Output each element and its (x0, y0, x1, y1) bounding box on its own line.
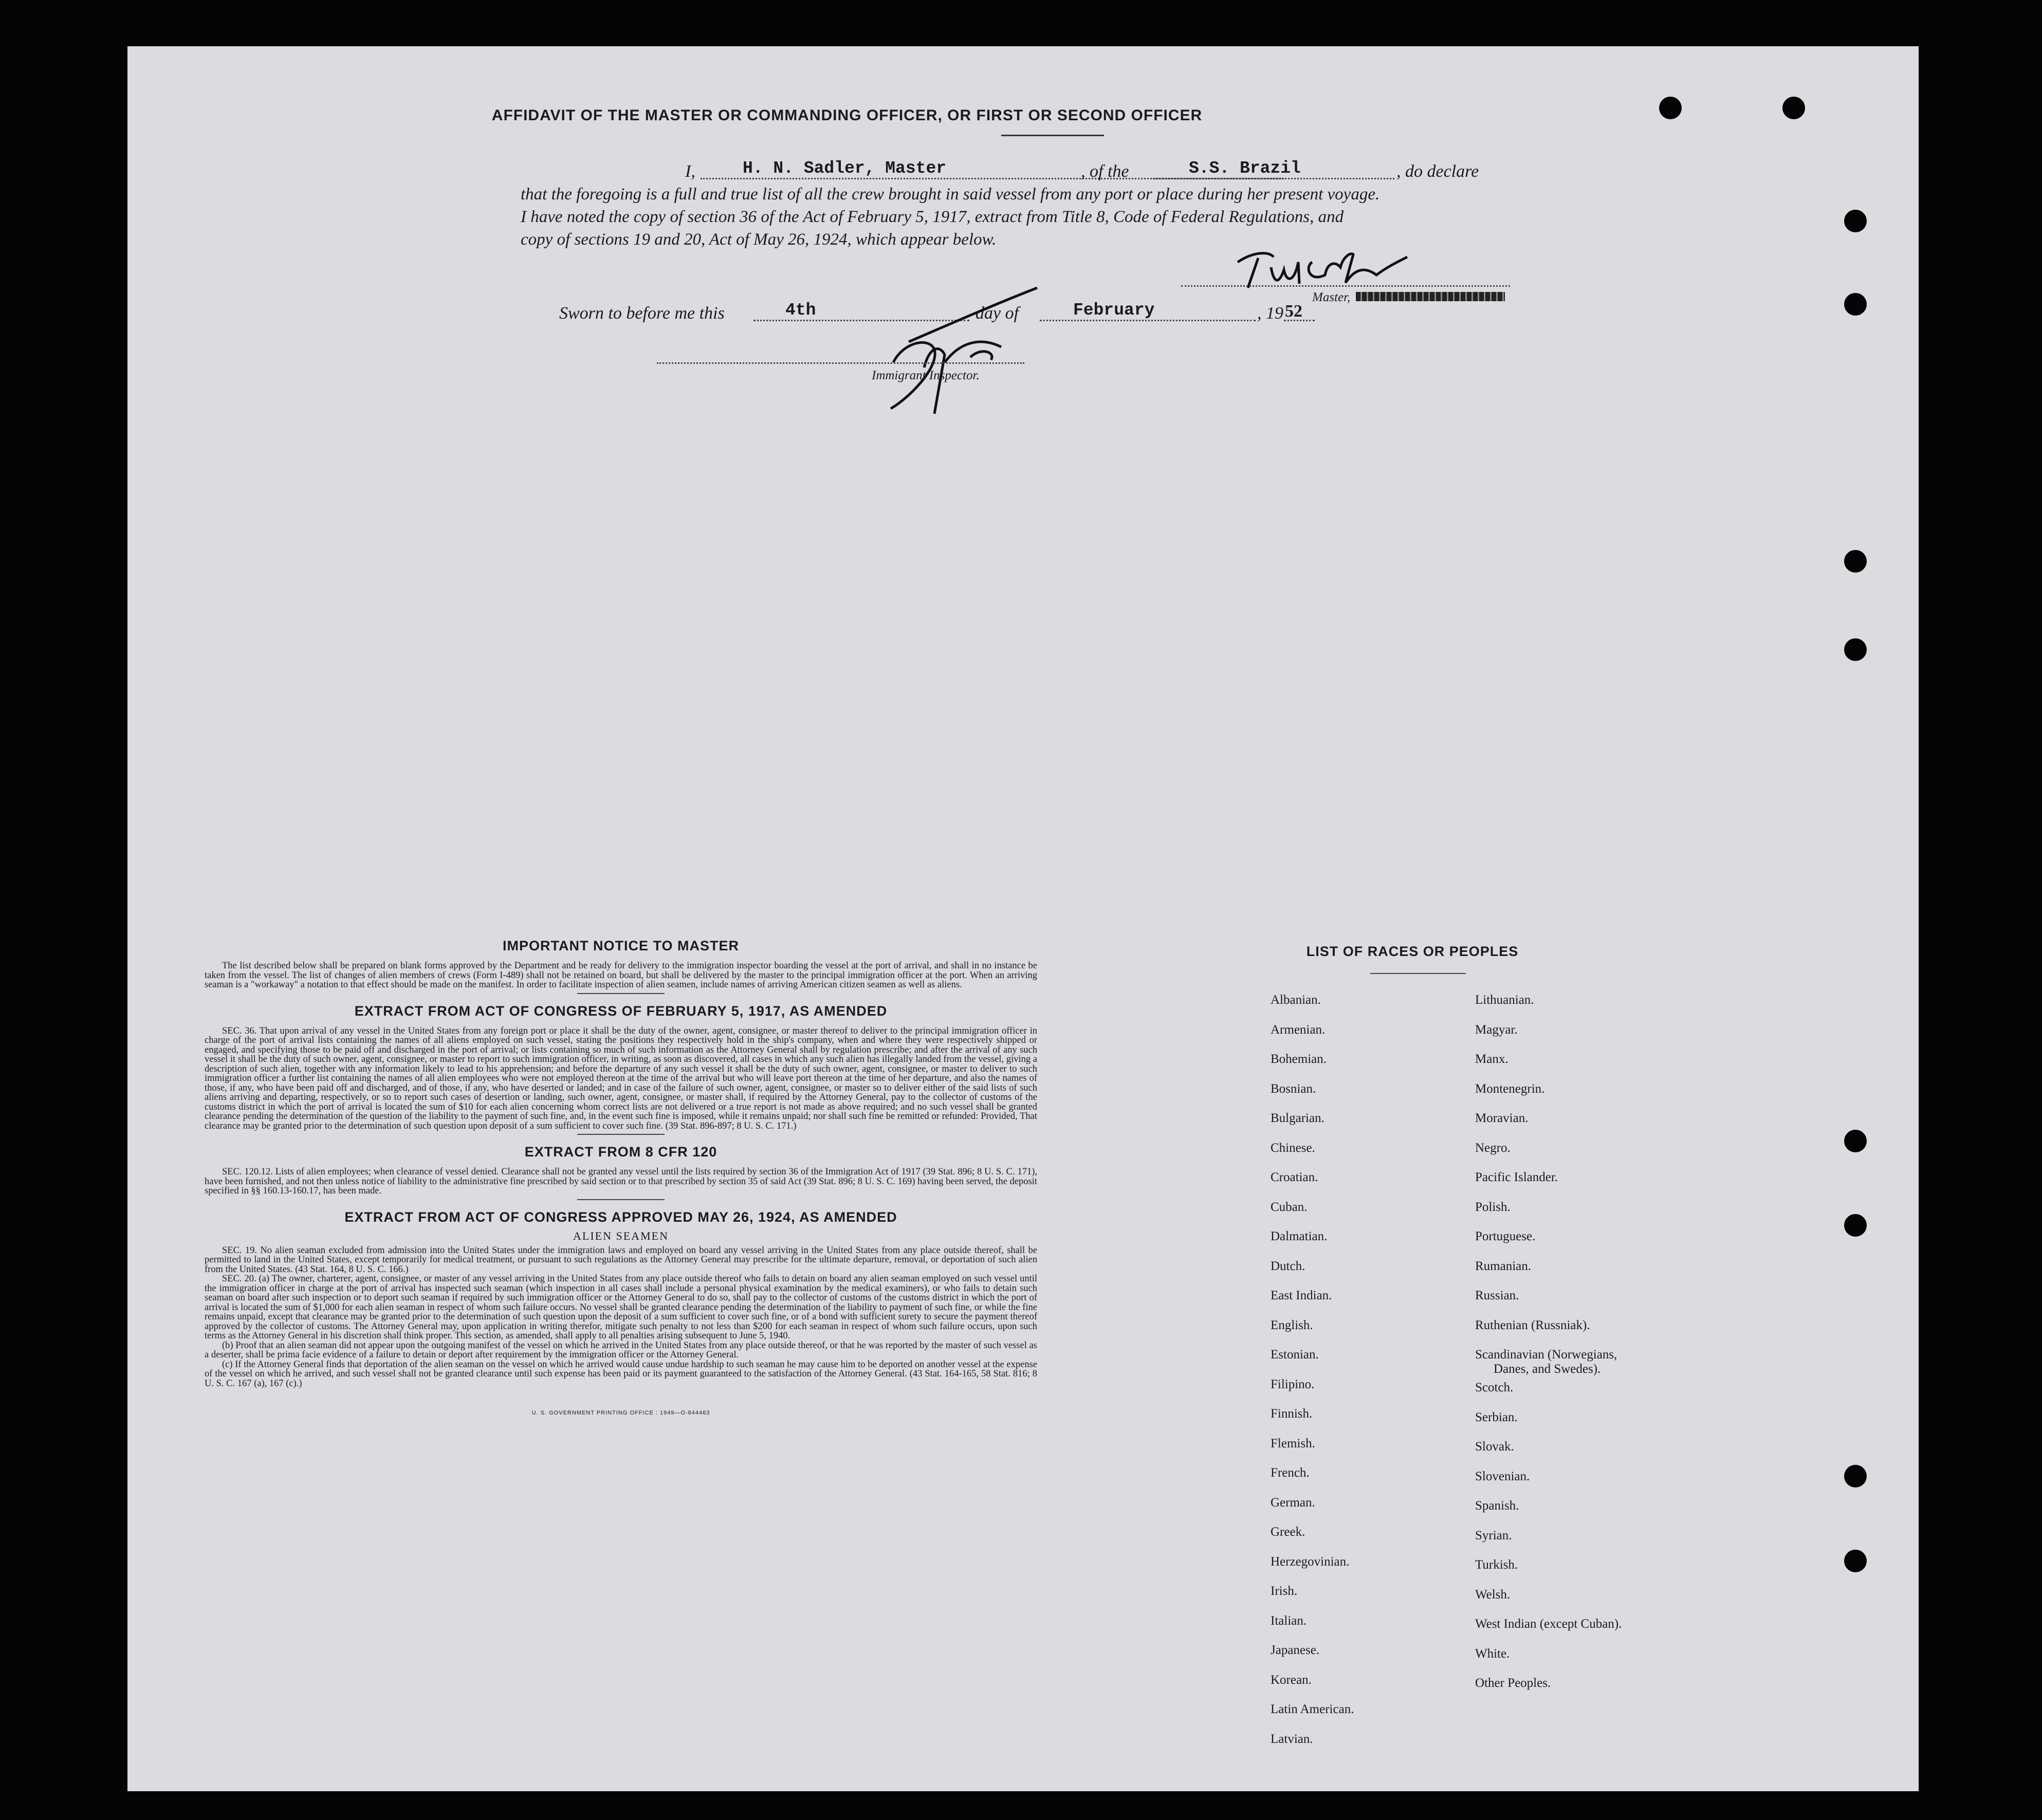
master-signature-line (1181, 285, 1510, 287)
race-item: Croatian. (1271, 1170, 1318, 1184)
race-item: Moravian. (1475, 1111, 1529, 1125)
race-item: Flemish. (1271, 1436, 1315, 1450)
race-item: Filipino. (1271, 1377, 1315, 1391)
section-divider (577, 1134, 665, 1135)
race-item: Spanish. (1475, 1499, 1519, 1513)
race-item: Other Peoples. (1475, 1676, 1551, 1690)
races-heading: LIST OF RACES OR PEOPLES (1306, 944, 1519, 959)
punch-hole (1844, 293, 1867, 316)
race-item: Serbian. (1475, 1410, 1518, 1424)
sec-20b-text: (b) Proof that an alien seaman did not appear upon the outgoing manifest of the vessel on which he arrived in the United States from any place outside thereof, or that he was reported by the master of such vessel as a deserter, shall be prima facie evidence of a failure to detain or deport after requirement by the immigration officer or the Attorney General. (205, 1340, 1037, 1360)
declaration-line-3: I have noted the copy of section 36 of the Act of February 5, 1917, extract from Title 8, Code of Federal Regulations, and (521, 208, 1344, 226)
races-left-column (1271, 993, 1354, 1761)
race-item: Scandinavian (Norwegians, (1475, 1348, 1617, 1362)
gpo-imprint: U. S. GOVERNMENT PRINTING OFFICE : 1949—O-844463 (531, 1410, 710, 1416)
race-item: Portuguese. (1475, 1229, 1536, 1243)
race-item: Estonian. (1271, 1348, 1319, 1362)
race-item: Latvian. (1271, 1732, 1313, 1746)
of-the-label: , of the (1081, 162, 1129, 181)
extract-cfr-heading: EXTRACT FROM 8 CFR 120 (524, 1144, 718, 1160)
race-item: Finnish. (1271, 1407, 1313, 1421)
race-item: East Indian. (1271, 1289, 1332, 1302)
race-item: Syrian. (1475, 1528, 1512, 1542)
notice-column (205, 938, 1037, 1416)
section-divider (577, 993, 665, 994)
i-label: I, (685, 162, 695, 181)
race-item: Bohemian. (1271, 1052, 1327, 1066)
race-item: Italian. (1271, 1613, 1307, 1628)
race-item: Lithuanian. (1475, 993, 1534, 1007)
race-item: Polish. (1475, 1200, 1511, 1214)
race-item: Pacific Islander. (1475, 1170, 1558, 1184)
race-item: Negro. (1475, 1141, 1511, 1155)
master-name: H. N. Sadler, Master (743, 159, 947, 178)
race-item: Korean. (1271, 1672, 1312, 1687)
race-item: Albanian. (1271, 993, 1321, 1007)
race-item: Bosnian. (1271, 1081, 1316, 1096)
race-item: Danes, and Swedes). (1494, 1362, 1601, 1376)
race-item: English. (1271, 1318, 1313, 1332)
race-item: Manx. (1475, 1052, 1508, 1066)
sworn-day: 4th (785, 301, 816, 320)
master-caption: Master, (1312, 290, 1351, 304)
race-item: Montenegrin. (1475, 1081, 1545, 1096)
race-item: Rumanian. (1475, 1259, 1532, 1273)
punch-hole (1844, 1214, 1867, 1237)
title-rule (1001, 135, 1104, 136)
race-item: Latin American. (1271, 1702, 1354, 1716)
punch-hole (1659, 97, 1682, 119)
races-right-column (1475, 993, 1622, 1706)
vessel-dotline (1153, 178, 1394, 179)
punch-hole (1782, 97, 1805, 119)
race-item: West Indian (except Cuban). (1475, 1617, 1622, 1631)
race-item: Slovenian. (1475, 1469, 1530, 1483)
race-item: Ruthenian (Russniak). (1475, 1318, 1590, 1332)
race-item: Slovak. (1475, 1440, 1514, 1454)
notice-heading: IMPORTANT NOTICE TO MASTER (503, 938, 739, 953)
section-divider (577, 1199, 665, 1200)
extract-1917-heading: EXTRACT FROM ACT OF CONGRESS OF FEBRUARY 5, 1917, AS AMENDED (354, 1003, 888, 1019)
race-item: Japanese. (1271, 1643, 1320, 1657)
inspector-caption: Immigrant Inspector. (872, 369, 980, 382)
punch-hole (1844, 210, 1867, 232)
races-rule (1370, 973, 1466, 974)
race-item: Dutch. (1271, 1259, 1305, 1273)
declaration-line-2: that the foregoing is a full and true list of all the crew brought in said vessel from any port or place during her present voyage. (521, 185, 1380, 204)
punch-hole (1844, 1550, 1867, 1572)
race-item: Armenian. (1271, 1022, 1326, 1037)
affidavit-title: AFFIDAVIT OF THE MASTER OR COMMANDING OFFICER, OR FIRST OR SECOND OFFICER (491, 107, 1203, 124)
race-item: Bulgarian. (1271, 1111, 1324, 1125)
race-item: White. (1475, 1646, 1510, 1661)
inspector-signature (775, 285, 1042, 419)
sec-20c-text: (c) If the Attorney General finds that deportation of the alien seaman on the vessel on which he arrived would cause undue hardship to such seaman he may cause him to be deported on another vessel at the expense of the vessel on which he arrived, and such vessel shall not be granted clearance until such expense has been paid or its payment guaranteed to the satisfaction of the Attorney General. (43 Stat. 164-165, 58 Stat. 816; 8 U. S. C. 167 (a), 167 (c).) (205, 1359, 1037, 1389)
race-item: Magyar. (1475, 1022, 1518, 1037)
race-item: Welsh. (1475, 1587, 1511, 1602)
year-suffix: 52 (1285, 302, 1302, 321)
race-item: Irish. (1271, 1584, 1298, 1598)
race-item: Greek. (1271, 1525, 1305, 1539)
punch-hole (1844, 1465, 1867, 1487)
document-page (127, 46, 1919, 1791)
day-of-label: day of (976, 304, 1019, 323)
race-item: German. (1271, 1495, 1315, 1510)
extract-cfr-text: SEC. 120.12. Lists of alien employees; when clearance of vessel denied. Clearance shall not be granted any vessel until the lists required by section 36 of the Immigration Act of 1917 (39 Stat. 896; 8 U. S. C. 171), have been furnished, and not then unless notice of liability to the administrative fine prescribed by said section or to that prescribed by section 35 of said Act (39 Stat. 896; 8 U. S. C. 169) having been served, the deposit specified in §§ 160.13-160.17, has been made. (205, 1167, 1037, 1196)
struck-title (1356, 292, 1505, 301)
punch-hole (1844, 1130, 1867, 1152)
extract-1917-text: SEC. 36. That upon arrival of any vessel in the United States from any foreign port or place it shall be the duty of the owner, agent, consignee, or master thereof to deliver to the principal immigration officer in charge of the port of arrival lists containing the names of all aliens employed on such vessel, stating the positions they respectively hold in the ship's company, when and where they were respectively shipped or engaged, and specifying those to be paid off and discharged in the port of arrival; or lists containing so much of such information as the Attorney General shall by regulation prescribe; and after the arrival of any such vessel it shall be the duty of such owner, agent, consignee, or master to report to such immigration officer, in writing, as soon as discovered, all cases in which any such alien has illegally landed from the vessel, giving a description of such alien, together with any information likely to lead to his apprehension; and before the departure of any such vessel it shall be the duty of such owner, agent, consignee, or master to deliver to such immigration officer a further list containing the names of all alien employees who were not employed thereon at the time of the arrival but who will leave port thereon at the time of her departure, and also the names of those, if any, who have been paid off and discharged, and of those, if any, who have deserted or landed; and in case of the failure of such owner, agent, consignee, or master so to deliver either of the said lists of such aliens arriving and departing, respectively, or so to report such cases of desertion or landing, such owner, agent, consignee, or master shall, if required by the Attorney General, pay to the collector of customs of the customs district in which the port of arrival is located the sum of $10 for each alien concerning whom correct lists are not delivered or a true report is not made as above required; and no such vessel shall be granted clearance pending the determination of the question of the liability to the payment of such fine, and, in the event such fine is imposed, while it remains unpaid; nor shall such fine be remitted or refunded: Provided, That clearance may be granted prior to the determination of such question upon deposit of a sum sufficient to cover such fine. (39 Stat. 896-897; 8 U. S. C. 171.) (205, 1025, 1037, 1131)
sec-20a-text: SEC. 20. (a) The owner, charterer, agent, consignee, or master of any vessel arriving in the United States from any place outside thereof who fails to detain on board any alien seaman employed on such vessel until the immigration officer in charge at the port of arrival has inspected such seaman (which inspection in all cases shall include a personal physical examination by the medical examiners), or who fails to detain such seaman on board after such inspection or to deport such seaman if required by such immigration officer or the Attorney General to do so, shall pay to the collector of customs of the customs district in which the port of arrival is located the sum of $1,000 for each alien seaman in respect of whom such failure occurs. No vessel shall be granted clearance pending the determination of the liability to payment of such fine, or while the fine remains unpaid, except that clearance may be granted prior to the determination of such question upon the deposit of a sum sufficient to cover such fine, or of a bond with sufficient surety to secure the payment thereof approved by the collector of customs. The Attorney General may, upon application in writing therefor, mitigate such penalty to not less than $200 for each seaman in respect of whom such failure occurs, upon such terms as the Attorney General in his discretion shall think proper. This section, as amended, shall apply to all penalties arising subsequent to June 5, 1940. (205, 1274, 1037, 1341)
race-item: Scotch. (1475, 1381, 1514, 1394)
race-item: Cuban. (1271, 1200, 1308, 1214)
inspector-signature-line (657, 362, 1024, 364)
race-item: Russian. (1475, 1289, 1519, 1302)
punch-hole (1844, 550, 1867, 573)
sworn-label: Sworn to before me this (559, 304, 725, 323)
year-prefix: , 19 (1257, 304, 1283, 323)
race-item: Turkish. (1475, 1558, 1518, 1572)
notice-text: The list described below shall be prepared on blank forms approved by the Department and be ready for delivery to the immigration inspector boarding the vessel at the port of arrival, and shall in no instance be taken from the vessel. The list of changes of alien members of crews (Form I-489) shall not be retained on board, but shall be delivered by the master to the principal immigration officer at the port. When an arriving seaman is a "workaway" a notation to that effect should be made on the manifest. In order to facilitate inspection of alien seamen, include names of arriving American citizen seamen as well as aliens. (205, 961, 1037, 990)
punch-hole (1844, 638, 1867, 661)
race-item: Herzegovinian. (1271, 1554, 1350, 1569)
race-item: French. (1271, 1466, 1310, 1480)
alien-seamen-subheading: ALIEN SEAMEN (573, 1229, 669, 1242)
sec-19-text: SEC. 19. No alien seaman excluded from admission into the United States under the immigration laws and employed on board any vessel arriving in the United States from any place outside thereof, shall be permitted to land in the United States, except temporarily for medical treatment, or pursuant to such regulations as the Attorney General may prescribe for the ultimate departure, removal, or deportation of such alien from the United States. (43 Stat. 164, 8 U. S. C. 166.) (205, 1245, 1037, 1275)
declaration-line-4: copy of sections 19 and 20, Act of May 26, 1924, which appear below. (521, 230, 997, 249)
do-declare: , do declare (1396, 162, 1479, 181)
extract-1924-heading: EXTRACT FROM ACT OF CONGRESS APPROVED MAY 26, 1924, AS AMENDED (344, 1209, 897, 1225)
sworn-month: February (1073, 301, 1155, 320)
race-item: Chinese. (1271, 1141, 1315, 1155)
race-item: Dalmatian. (1271, 1229, 1328, 1243)
vessel-name: S.S. Brazil (1189, 159, 1301, 178)
